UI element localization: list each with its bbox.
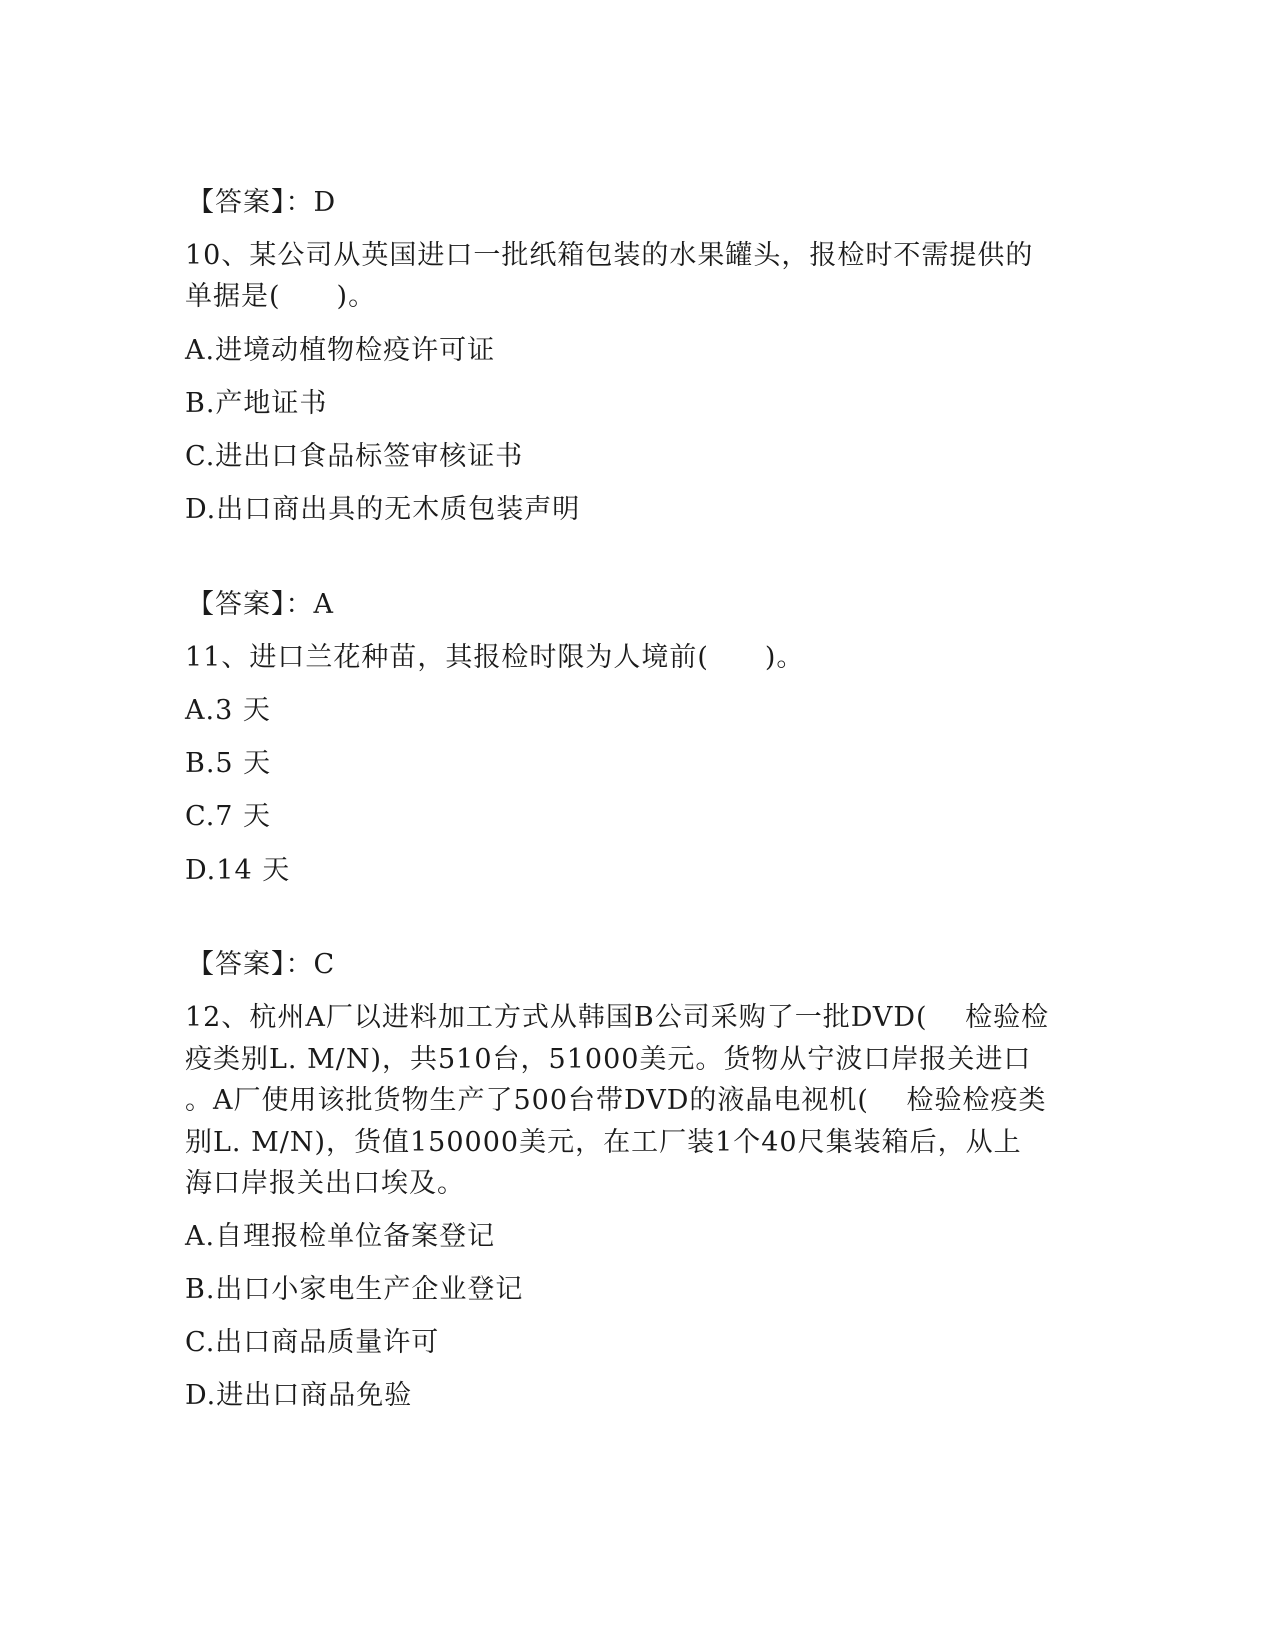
- answer-11: 【答案】：C: [187, 949, 336, 980]
- option-10-c: C.进出口食品标签审核证书: [185, 441, 524, 472]
- option-12-b: B.出口小家电生产企业登记: [185, 1274, 524, 1305]
- answer-9: 【答案】：D: [187, 187, 337, 218]
- option-11-c: C.7 天: [185, 801, 272, 832]
- option-11-d: D.14 天: [185, 855, 291, 886]
- option-12-c: C.出口商品质量许可: [185, 1327, 440, 1358]
- option-10-d: D.出口商出具的无木质包装声明: [185, 494, 581, 525]
- option-12-a: A.自理报检单位备案登记: [185, 1221, 496, 1252]
- question-12-line-3: 。A厂使用该批货物生产了500台带DVD的液晶电视机( 检验检疫类: [185, 1085, 1047, 1116]
- option-11-a: A.3 天: [185, 695, 271, 726]
- option-10-a: A.进境动植物检疫许可证: [185, 335, 496, 366]
- question-10-line-2: 单据是( )。: [185, 281, 377, 312]
- option-12-d: D.进出口商品免验: [185, 1380, 413, 1411]
- question-11-line-1: 11、进口兰花种苗，其报检时限为人境前( )。: [185, 642, 805, 673]
- question-10-line-1: 10、某公司从英国进口一批纸箱包装的水果罐头，报检时不需提供的: [185, 240, 1034, 271]
- question-12-line-5: 海口岸报关出口埃及。: [185, 1168, 465, 1199]
- answer-10: 【答案】：A: [187, 589, 334, 620]
- option-10-b: B.产地证书: [185, 388, 328, 419]
- question-12-line-1: 12、杭州A厂以进料加工方式从韩国B公司采购了一批DVD( 检验检: [185, 1002, 1050, 1033]
- question-12-line-2: 疫类别L. M/N)，共510台，51000美元。货物从宁波口岸报关进口: [185, 1044, 1032, 1075]
- option-11-b: B.5 天: [185, 748, 272, 779]
- question-12-line-4: 别L. M/N)，货值150000美元，在工厂装1个40尺集装箱后，从上: [185, 1127, 1022, 1158]
